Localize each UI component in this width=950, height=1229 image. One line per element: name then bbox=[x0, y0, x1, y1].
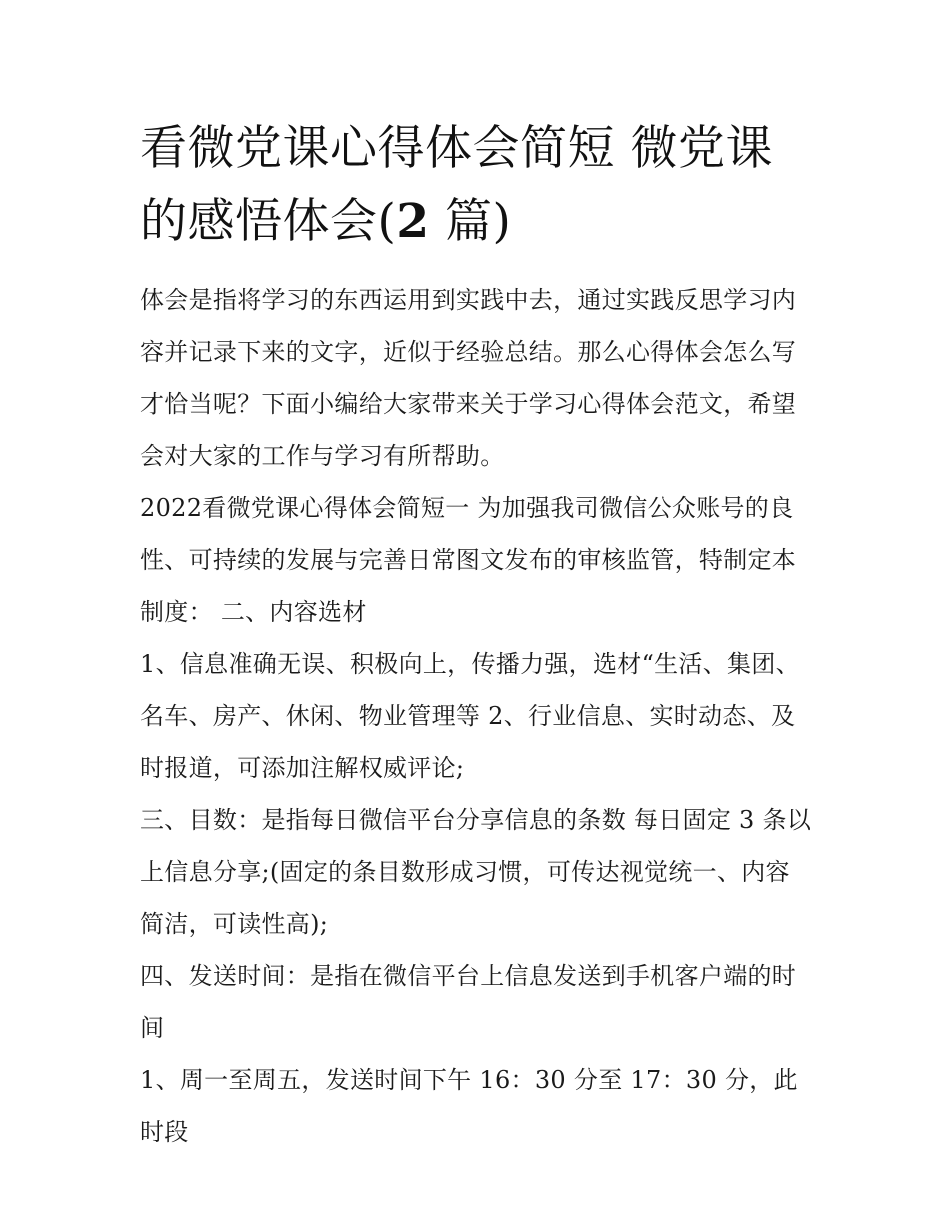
section-one-paragraph: 2022看微党课心得体会简短一 为加强我司微信公众账号的良性、可持续的发展与完善日常图文发布的审核监管，特制定本制度： 二、内容选材 bbox=[140, 494, 797, 626]
send-time-paragraph: 四、发送时间：是指在微信平台上信息发送到手机客户端的时间 bbox=[140, 962, 797, 1042]
intro-paragraph: 体会是指将学习的东西运用到实践中去，通过实践反思学习内容并记录下来的文字，近似于经验总结。那么心得体会怎么写才恰当呢？下面小编给大家带来关于学习心得体会范文，希望会对大家的工作与学习有所帮助。 bbox=[140, 286, 797, 470]
title-suffix: 篇) bbox=[429, 194, 512, 249]
item-count-paragraph: 三、目数：是指每日微信平台分享信息的条数 每日固定 3 条以上信息分享;(固定的条目数形成习惯，可传达视觉统一、内容简洁，可读性高); bbox=[140, 806, 812, 938]
title-text: 看微党课心得体会简短 微党课的感悟体会( bbox=[140, 121, 773, 249]
document-body bbox=[140, 112, 812, 1158]
document-title bbox=[140, 112, 812, 258]
title-number: 2 bbox=[396, 194, 430, 249]
weekday-schedule-paragraph: 1、周一至周五，发送时间下午 16：30 分至 17：30 分，此时段 bbox=[140, 1066, 798, 1146]
content-selection-item: 1、信息准确无误、积极向上，传播力强，选材“生活、集团、名车、房产、休闲、物业管理等 2、行业信息、实时动态、及时报道，可添加注解权威评论; bbox=[140, 650, 800, 782]
